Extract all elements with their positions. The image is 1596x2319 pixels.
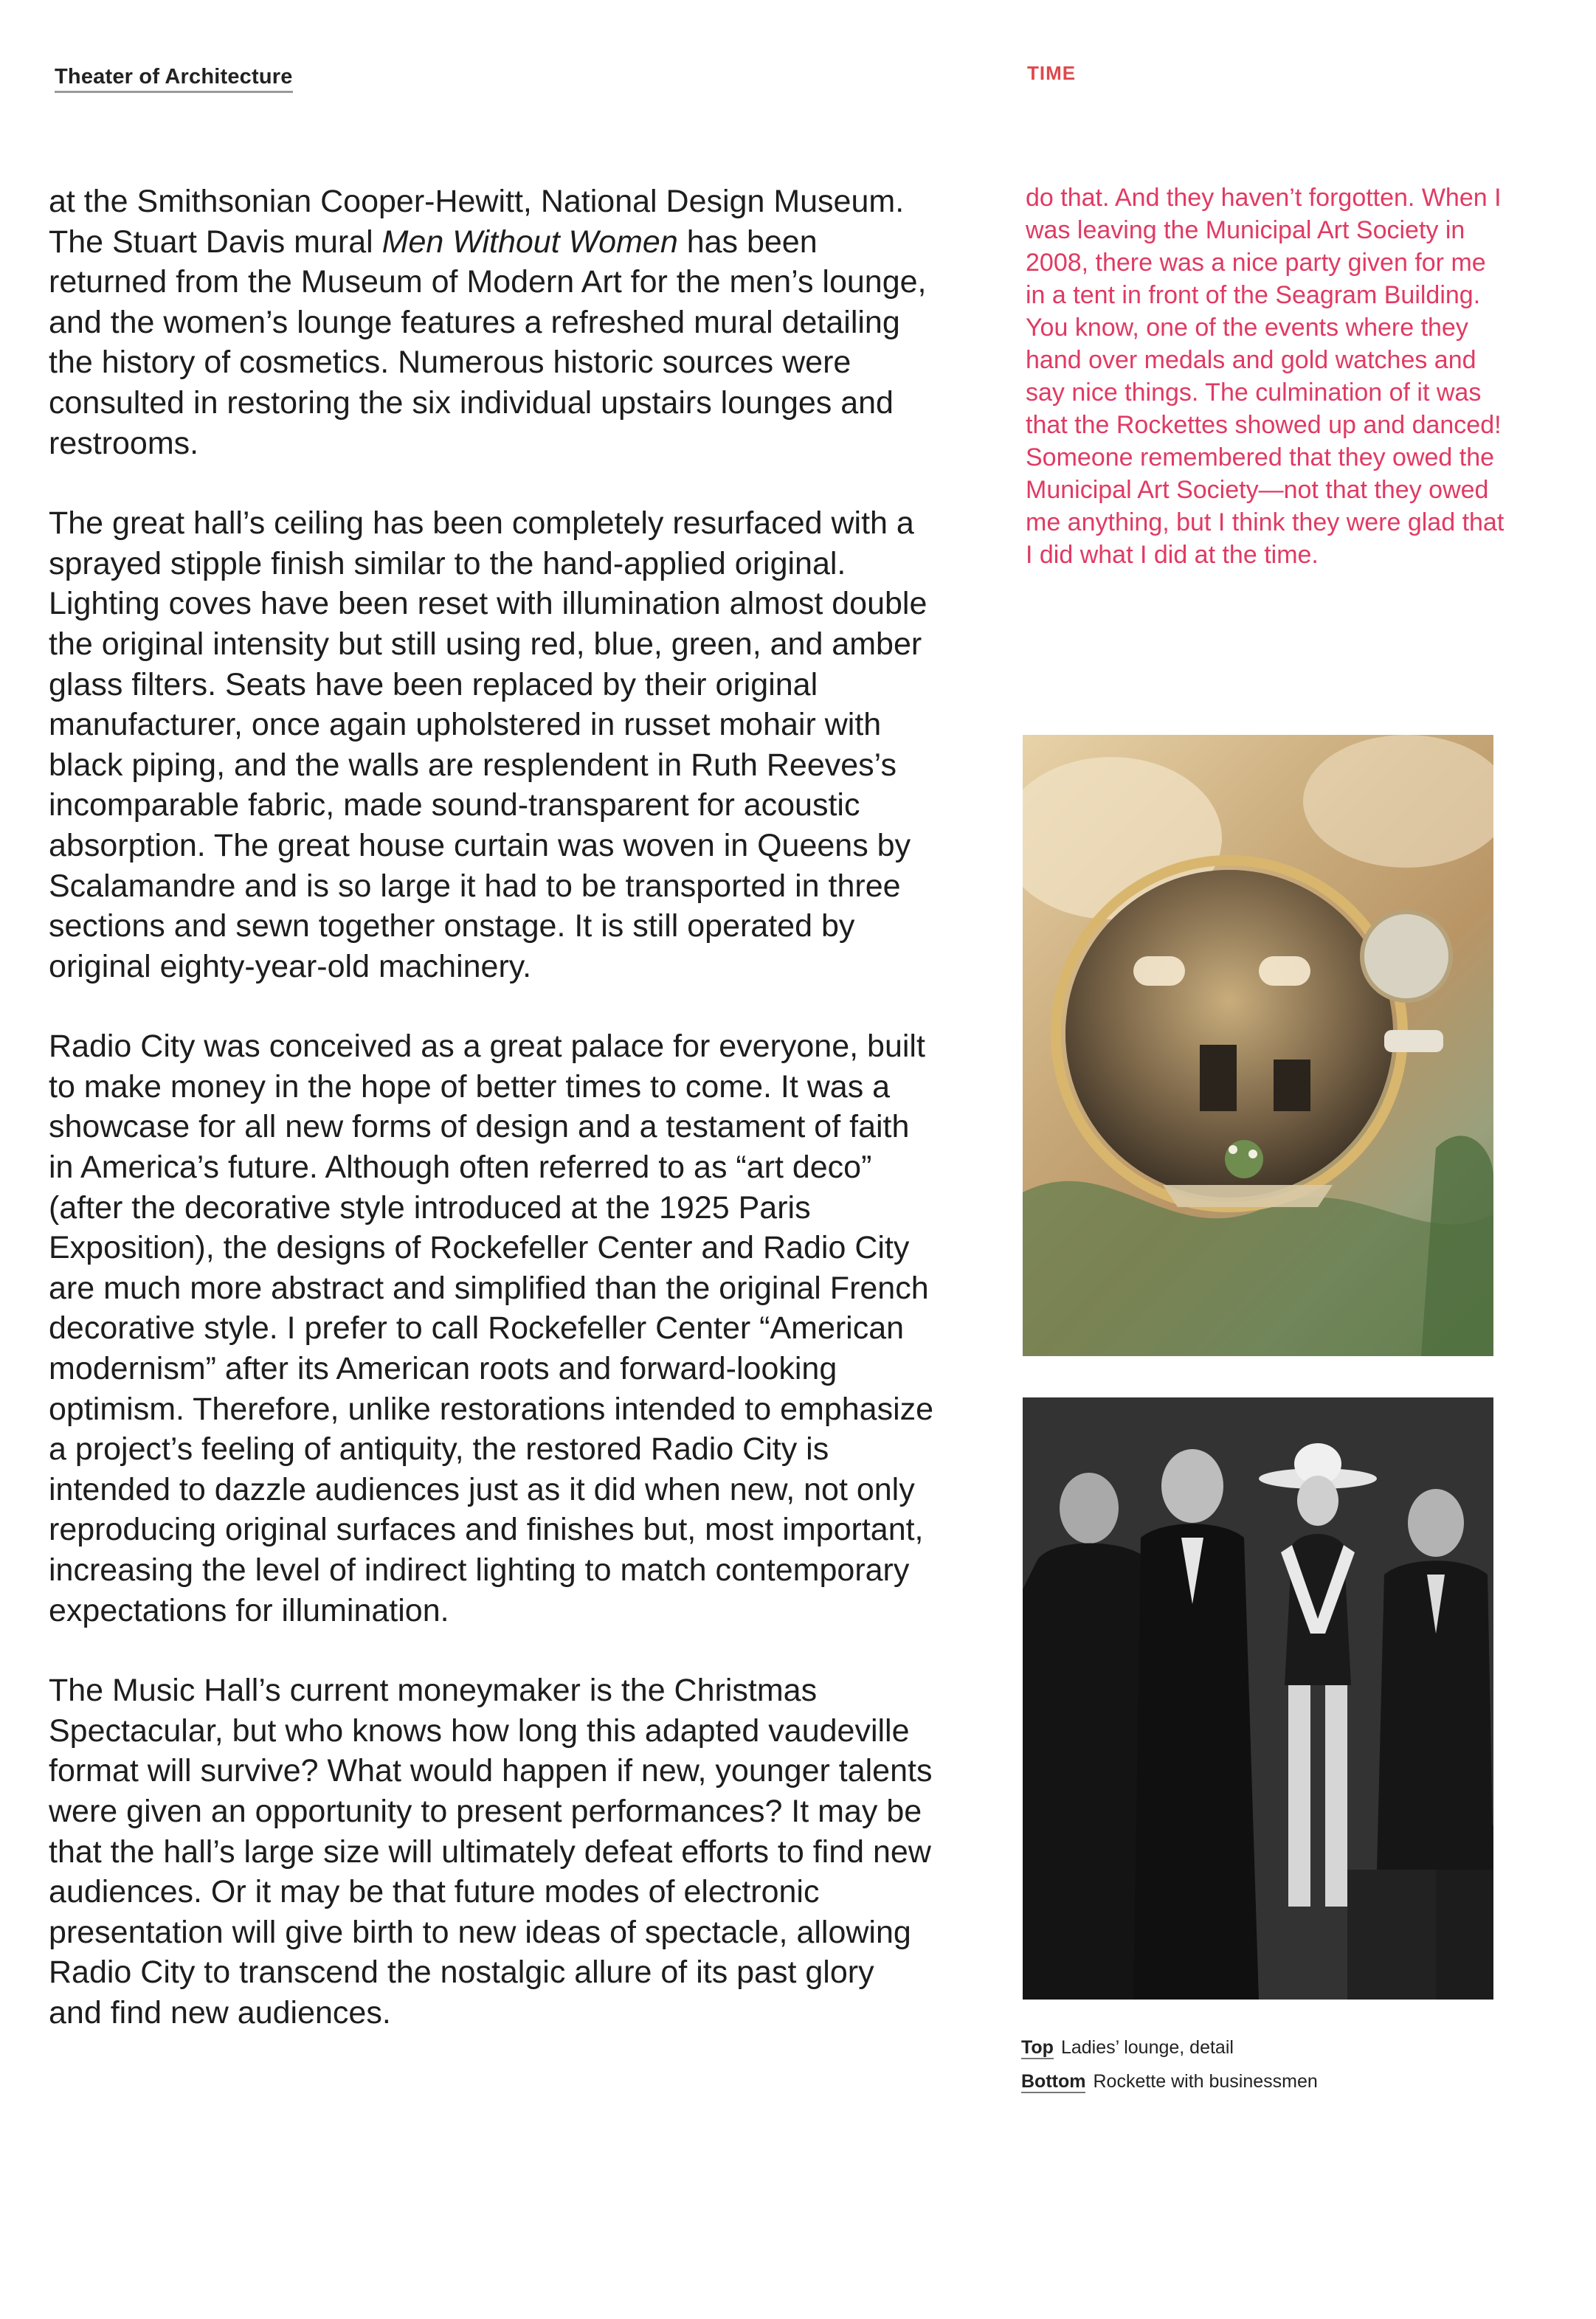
- mural-title: Men Without Women: [381, 224, 678, 260]
- photo-captions: [1021, 2031, 1318, 2098]
- photo-ladies-lounge: [1023, 735, 1493, 1356]
- photo-rockette-businessmen: [1023, 1397, 1493, 2000]
- paragraph-christmas-spectacular: The Music Hall’s current moneymaker is the Christmas Spectacular, but who knows how long this adapted vaudeville format will survive? What would happen if new, younger talents were given an opportunity to present performances? It may be that the hall’s large size will ultimately defeat efforts to find new audiences. Or it may be that future modes of electronic presentation will give birth to new ideas of spectacle, allowing Radio City to transcend the nostalgic allure of its past glory and find new audiences.: [49, 1673, 933, 2031]
- caption-top-key: Top: [1021, 2037, 1054, 2058]
- running-head: Theater of Architecture: [55, 65, 293, 93]
- side-quote-text: do that. And they haven’t forgotten. When I was leaving the Municipal Art Society in 2008, there was a nice party given for me in a tent in front of the Seagram Building. You know, one of the events where they hand over medals and gold watches and say nice things. The culmination of it was that the Rockettes showed up and danced! Someone remembered that they owed the Municipal Art Society—not that they owed me anything, but I think they were glad that I did what I did at the time.: [1026, 184, 1505, 569]
- caption-bottom-key: Bottom: [1021, 2071, 1086, 2092]
- paragraph-great-hall: The great hall’s ceiling has been completely resurfaced with a sprayed stipple finish similar to the hand-applied original. Lighting coves have been reset with illumination almost double the original intensity but still using red, blue, green, and amber glass filters. Seats have been replaced by their original manufacturer, once again upholstered in russet mohair with black piping, and the walls are resplendent in Ruth Reeves’s incomparable fabric, made sound-transparent for acoustic absorption. The great house curtain was woven in Queens by Scalamandre and is so large it had to be transported in three sections and sewn together onstage. It is still operated by original eighty-year-old machinery.: [49, 505, 927, 984]
- side-quote: [1026, 182, 1505, 571]
- ladies-lounge-illustration: [1023, 735, 1493, 1356]
- caption-bottom: [1021, 2064, 1318, 2098]
- main-text-column: [49, 182, 934, 2073]
- caption-top: [1021, 2031, 1318, 2064]
- rockette-illustration: [1023, 1397, 1493, 2000]
- paragraph-1-end: has been returned from the Museum of Modern Art for the men’s lounge, and the women’s lounge features a refreshed mural detailing the history of cosmetics. Numerous historic sources were consulted in restoring the six individual upstairs lounges and restrooms.: [49, 224, 927, 461]
- paragraph-1-start: at the Smithsonian Cooper-Hewitt, National Design Museum. The Stuart Davis mural: [49, 184, 905, 260]
- caption-top-text: Ladies’ lounge, detail: [1060, 2037, 1234, 2058]
- paragraph-restoration-lounges: [49, 182, 934, 463]
- section-label: TIME: [1027, 62, 1077, 84]
- caption-bottom-text: Rockette with businessmen: [1093, 2071, 1318, 2092]
- paragraph-palace-for-everyone: Radio City was conceived as a great palace for everyone, built to make money in the hope of better times to come. It was a showcase for all new forms of design and a testament of faith in America’s future. Although often referred to as “art deco” (after the decorative style introduced at the 1925 Paris Exposition), the designs of Rockefeller Center and Radio City are much more abstract and simplified than the original French decorative style. I prefer to call Rockefeller Center “American modernism” after its American roots and forward-looking optimism. Therefore, unlike restorations intended to emphasize a project’s feeling of antiquity, the restored Radio City is intended to dazzle audiences just as it did when new, not only reproducing original surfaces and finishes but, most important, increasing the level of indirect lighting to match contemporary expectations for illumination.: [49, 1029, 934, 1628]
